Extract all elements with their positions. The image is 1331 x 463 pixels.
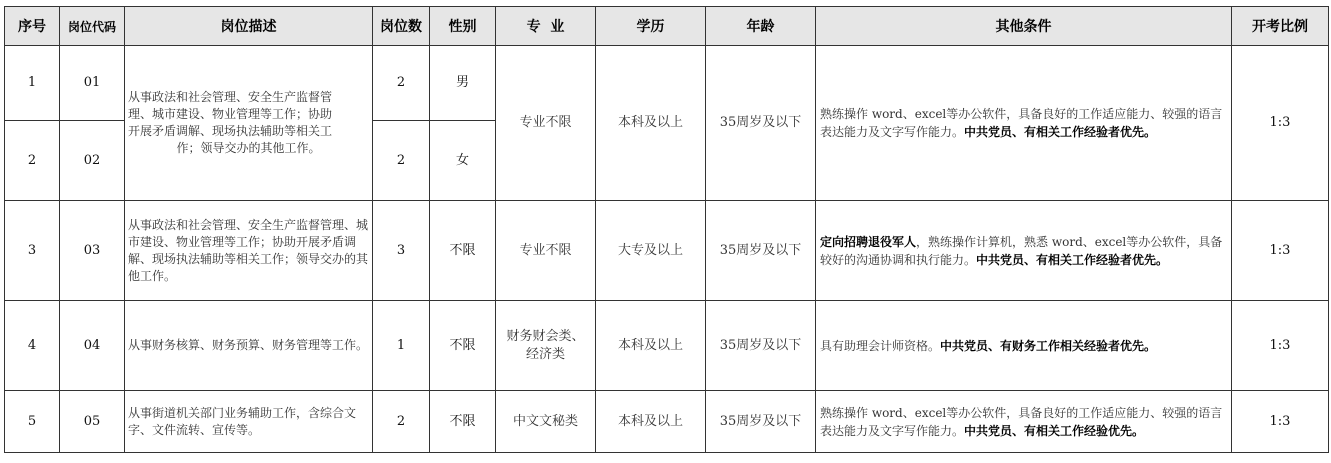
cell-ratio: 1:3 — [1232, 391, 1329, 453]
cond-bold-text: 中共党员、有相关工作经验者优先。 — [964, 125, 1157, 139]
cell-edu: 本科及以上 — [596, 301, 706, 391]
cell-major: 专业不限 — [496, 201, 596, 301]
cell-edu: 大专及以上 — [596, 201, 706, 301]
cell-age: 35周岁及以下 — [706, 46, 816, 201]
cell-other — [816, 201, 1232, 301]
cond-text: 具有助理会计师资格。 — [820, 338, 941, 353]
cell-gender: 女 — [430, 121, 496, 201]
job-table-container — [4, 6, 1328, 453]
cell-code: 03 — [60, 201, 125, 301]
header-seq: 序号 — [5, 7, 60, 46]
cell-code: 05 — [60, 391, 125, 453]
header-major: 专 业 — [496, 7, 596, 46]
header-other: 其他条件 — [816, 7, 1232, 46]
major-line: 经济类 — [525, 346, 565, 362]
cell-desc: 从事财务核算、财务预算、财务管理等工作。 — [125, 301, 373, 391]
header-gender: 性别 — [430, 7, 496, 46]
table-row — [5, 391, 1329, 453]
cell-ratio: 1:3 — [1232, 301, 1329, 391]
major-line: 财务财会类、 — [506, 328, 585, 344]
job-positions-table — [4, 6, 1329, 453]
cell-desc — [125, 46, 373, 201]
cell-count: 1 — [373, 301, 430, 391]
cell-ratio: 1:3 — [1232, 201, 1329, 301]
cell-count: 2 — [373, 391, 430, 453]
table-row — [5, 201, 1329, 301]
header-edu: 学历 — [596, 7, 706, 46]
cond-text: 熟练操作 word、excel等办公软件，具备良好的工作适应能力、较强的语言表达能力及文字写作能力。 — [820, 405, 1223, 438]
cell-seq: 5 — [5, 391, 60, 453]
cell-ratio: 1:3 — [1232, 46, 1329, 201]
header-desc: 岗位描述 — [125, 7, 373, 46]
header-code: 岗位代码 — [60, 7, 125, 46]
cell-code: 01 — [60, 46, 125, 121]
cond-text: ，熟练操作计算机，熟悉 word、excel等办公软件，具备较好的沟通协调和执行能力。 — [820, 234, 1223, 267]
cond-text: 熟练操作 word、excel等办公软件，具备良好的工作适应能力、较强的语言表达能力及文字写作能力。 — [820, 107, 1223, 139]
table-header-row — [5, 7, 1329, 46]
cell-seq: 2 — [5, 121, 60, 201]
cell-count: 2 — [373, 46, 430, 121]
cell-edu: 本科及以上 — [596, 46, 706, 201]
cell-age: 35周岁及以下 — [706, 301, 816, 391]
desc-line: 从事政法和社会管理、安全生产监督管 — [128, 90, 333, 104]
cell-gender: 不限 — [430, 201, 496, 301]
table-row — [5, 46, 1329, 121]
cell-desc: 从事街道机关部门业务辅助工作，含综合文字、文件流转、宣传等。 — [125, 391, 373, 453]
header-age: 年龄 — [706, 7, 816, 46]
cell-major: 专业不限 — [496, 46, 596, 201]
cond-bold-text: 中共党员、有相关工作经验者优先。 — [976, 252, 1169, 267]
cell-seq: 3 — [5, 201, 60, 301]
cell-age: 35周岁及以下 — [706, 391, 816, 453]
cell-major: 中文文秘类 — [496, 391, 596, 453]
cell-gender: 不限 — [430, 301, 496, 391]
cell-count: 3 — [373, 201, 430, 301]
cell-seq: 4 — [5, 301, 60, 391]
cell-seq: 1 — [5, 46, 60, 121]
cell-other — [816, 301, 1232, 391]
cond-bold-text: 中共党员、有相关工作经验优先。 — [964, 423, 1145, 438]
header-ratio: 开考比例 — [1232, 7, 1329, 46]
cell-age: 35周岁及以下 — [706, 201, 816, 301]
cell-desc: 从事政法和社会管理、安全生产监督管理、城市建设、物业管理等工作；协助开展矛盾调解、现场执法辅助等相关工作；领导交办的其他工作。 — [125, 201, 373, 301]
desc-line: 作；领导交办的其他工作。 — [176, 141, 321, 155]
cell-gender: 不限 — [430, 391, 496, 453]
cell-major — [496, 301, 596, 391]
cell-code: 02 — [60, 121, 125, 201]
table-row — [5, 301, 1329, 391]
cell-other — [816, 46, 1232, 201]
desc-line: 开展矛盾调解、现场执法辅助等相关工 — [128, 124, 333, 138]
cell-edu: 本科及以上 — [596, 391, 706, 453]
cond-lead-bold-text: 定向招聘退役军人 — [820, 234, 917, 249]
header-count: 岗位数 — [373, 7, 430, 46]
cell-gender: 男 — [430, 46, 496, 121]
cell-count: 2 — [373, 121, 430, 201]
cond-bold-text: 中共党员、有财务工作相关经验者优先。 — [940, 338, 1157, 353]
cell-other — [816, 391, 1232, 453]
cell-code: 04 — [60, 301, 125, 391]
desc-line: 理、城市建设、物业管理等工作；协助 — [128, 107, 333, 121]
